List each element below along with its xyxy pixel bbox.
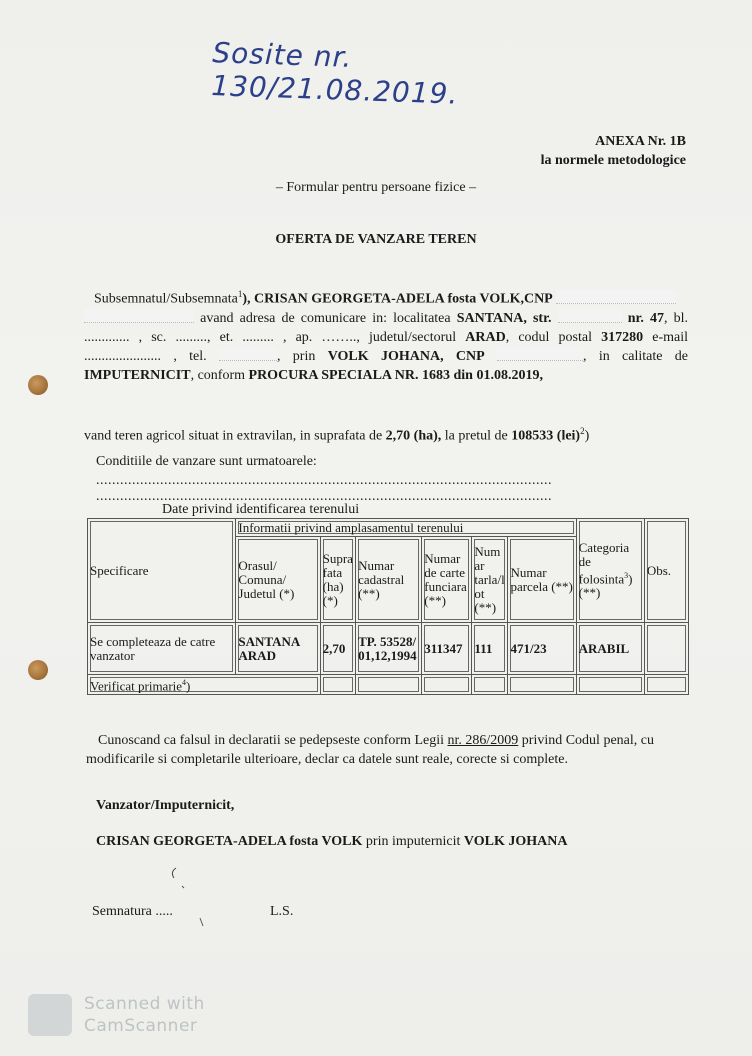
law-reference: nr. 286/2009 (447, 733, 519, 748)
cell-empty (576, 675, 644, 695)
scanner-watermark (84, 993, 205, 1037)
header-specificare: Specificare (88, 519, 236, 623)
proxy-name: VOLK JOHANA (463, 834, 568, 849)
conform-label: , conform (190, 367, 246, 383)
footnote-ref: 1 (237, 289, 243, 299)
cell-categoria: ARABIL (576, 623, 644, 675)
cell-empty (320, 675, 355, 695)
cell-cadastral: TP. 53528/ 01,12,1994 (356, 623, 422, 675)
locality-value: SANTANA, str. (456, 311, 552, 327)
footnote-ref: 3 (624, 570, 629, 580)
categoria-end: ) (**) (578, 571, 633, 601)
land-price: 108533 (lei) (511, 428, 581, 444)
camscanner-logo-icon (28, 994, 72, 1036)
header-obs: Obs. (644, 519, 688, 623)
cell-parcela: 471/23 (508, 623, 576, 675)
county-value: ARAD (465, 329, 506, 345)
declarant-name: ), CRISAN GEORGETA-ADELA fosta VOLK,CNP (242, 291, 553, 307)
cell-empty (356, 675, 422, 695)
legal-text-a: Cunoscand ca falsul in declaratii se pedepseste conform Legii (98, 733, 444, 748)
annex-subtitle: la normele metodologice (540, 153, 686, 168)
header-parcela: Numar parcela (**) (508, 537, 576, 623)
signature-label: Semnatura ..... (92, 904, 173, 919)
redacted-phone (219, 347, 277, 361)
cell-suprafata: 2,70 (320, 623, 355, 675)
header-cadastral: Numar cadastral (**) (356, 537, 422, 623)
handwritten-registration-note (210, 36, 553, 111)
declarant-label: Subsemnatul/Subsemnata (94, 291, 238, 307)
signatory-role: Vanzator/Imputernicit, (96, 798, 235, 813)
header-suprafata: Supra fata (ha) (*) (320, 537, 355, 623)
header-location-group: Informatii privind amplasamentul terenului (236, 519, 576, 537)
via-label: , prin (276, 349, 316, 365)
number-label: nr. (627, 311, 644, 327)
email-phone-label: e-mail ...................... , tel. (84, 329, 689, 365)
representative-name: VOLK JOHANA, CNP (327, 349, 485, 365)
form-type-label: – Formular pentru persoane fizice – (275, 180, 477, 195)
cell-obs (644, 623, 688, 675)
signature-marks (160, 862, 250, 942)
footnote-ref: 2 (580, 426, 585, 436)
redacted-rep-cnp (497, 347, 583, 361)
watermark-line-2: CamScanner (84, 1016, 198, 1036)
postal-label: , codul postal (505, 329, 593, 345)
cell-tarla: 111 (472, 623, 508, 675)
header-categoria (576, 519, 644, 623)
address-details: , bl. ............. , sc. ........., et. ......... , ap. …….., judetul/sectorul (84, 311, 689, 345)
redacted-cnp (556, 290, 676, 304)
header-carte-funciara: Numar de carte funciara (**) (422, 537, 472, 623)
punch-hole (28, 375, 48, 395)
capacity-label: , in calitate de (583, 349, 689, 365)
postal-value: 317280 (601, 329, 644, 345)
declaration-paragraph (84, 285, 688, 385)
seal-label: L.S. (270, 904, 294, 919)
categoria-text: Categoria de folosinta (578, 539, 630, 587)
conditions-line-1: .................................................................................................................. (96, 473, 552, 488)
address-label: avand adresa de comunicare in: localitatea (200, 311, 451, 327)
primarie-text: Verificat primarie (90, 678, 183, 694)
row-seller-label: Se completeaza de catre vanzator (88, 623, 236, 675)
via-proxy-label: prin imputernicit (365, 834, 461, 849)
cell-empty (422, 675, 472, 695)
land-data-label: Date privind identificarea terenului (162, 502, 360, 517)
seller-name: CRISAN GEORGETA-ADELA fosta VOLK (96, 834, 363, 849)
power-of-attorney: PROCURA SPECIALA NR. 1683 din 01.08.2019, (248, 367, 543, 383)
annex-header (541, 132, 686, 170)
cell-carte-funciara: 311347 (422, 623, 472, 675)
land-area: 2,70 (ha), (385, 428, 442, 444)
capacity-value: IMPUTERNICIT (84, 367, 191, 383)
cell-orasul: SANTANA ARAD (236, 623, 320, 675)
sale-text: vand teren agricol situat in extravilan, in suprafata de (84, 428, 383, 444)
redacted-street (558, 309, 622, 323)
price-label: la pretul de (444, 428, 508, 444)
sale-offer-paragraph (84, 422, 688, 446)
row-primarie-label (88, 675, 321, 695)
legal-text-b: privind Codul penal, cu modificarile si completarile ulterioare, declar ca datele sunt reale, corecte si complete. (86, 733, 654, 767)
cell-empty (508, 675, 576, 695)
conditions-line-2: .................................................................................................................. (96, 489, 552, 504)
signatory-names (96, 834, 567, 850)
handwritten-note-text: Sosite nr. 130/21.08.2019. (210, 36, 459, 111)
paren-close: ) (584, 428, 590, 444)
redacted-area (84, 309, 194, 323)
conditions-label: Conditiile de vanzare sunt urmatoarele: (96, 454, 317, 469)
legal-statement (86, 732, 690, 769)
punch-hole (28, 660, 48, 680)
cell-empty (472, 675, 508, 695)
land-identification-table (87, 518, 689, 695)
footnote-ref: 4 (182, 678, 187, 687)
watermark-line-1: Scanned with (84, 994, 205, 1014)
header-tarla: Num ar tarla/l ot (**) (472, 537, 508, 623)
number-value: 47 (650, 311, 665, 327)
primarie-end: ) (186, 678, 191, 694)
cell-empty (644, 675, 688, 695)
document-title: OFERTA DE VANZARE TEREN (275, 232, 477, 247)
header-orasul: Orasul/ Comuna/ Judetul (*) (236, 537, 320, 623)
annex-number: ANEXA Nr. 1B (595, 134, 686, 149)
